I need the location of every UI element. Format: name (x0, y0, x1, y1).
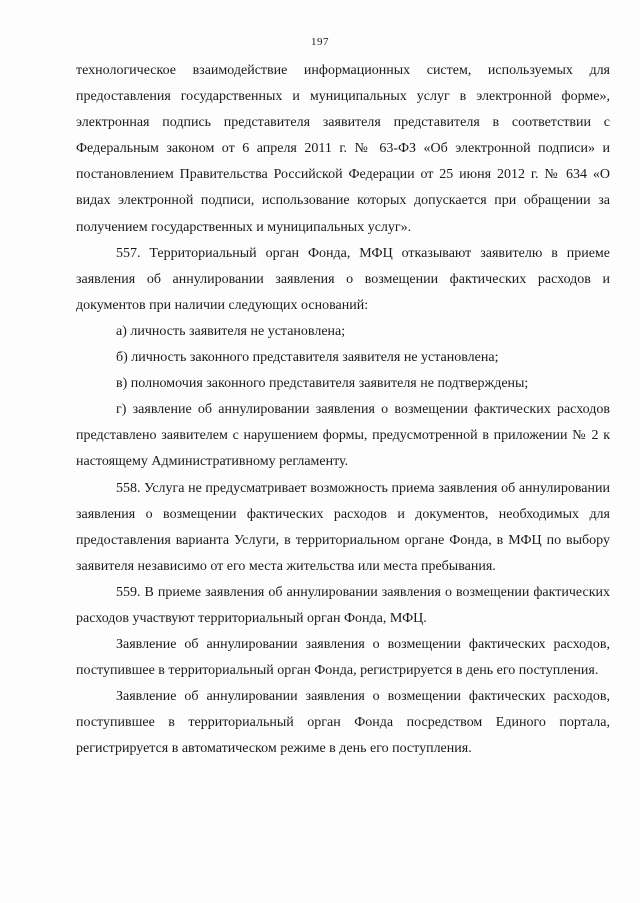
paragraph-559: 559. В приеме заявления об аннулировании заявления о возмещении фактических расходов участвуют территориальный орган Фонда, МФЦ. (76, 584, 610, 626)
list-item-a: а) личность заявителя не установлена; (116, 323, 346, 339)
paragraph-557: 557. Территориальный орган Фонда, МФЦ отказывают заявителю в приеме заявления об аннулировании заявления о возмещении фактических расходов и документов при наличии следующих оснований: (76, 245, 610, 313)
list-item-g: г) заявление об аннулировании заявления о возмещении фактических расходов представлено заявителем с нарушением формы, предусмотренной в приложении № 2 к настоящему Административному регламенту. (76, 402, 610, 470)
list-item-v: в) полномочия законного представителя заявителя не подтверждены; (116, 376, 529, 392)
page-number: 197 (311, 36, 329, 48)
paragraph-558: 558. Услуга не предусматривает возможность приема заявления об аннулировании заявления о возмещении фактических расходов и документов, необходимых для предоставления варианта Услуги, в территориальном органе Фонда, в МФЦ по выбору заявителя независимо от его места жительства или места пребывания. (76, 480, 610, 574)
paragraph-continuation: технологическое взаимодействие информационных систем, используемых для предоставления государственных и муниципальных услуг в электронной форме», электронная подпись представителя заявителя представителя в соответствии с Федеральным законом от 6 апреля 2011 г. № 63-ФЗ «Об электронной подписи» и постановлением Правительства Российской Федерации от 25 июня 2012 г. № 634 «О видах электронной подписи, использование которых допускается при обращении за получением государственных и муниципальных услуг». (76, 63, 610, 235)
list-item-b: б) личность законного представителя заявителя не установлена; (116, 350, 499, 366)
paragraph-registration: Заявление об аннулировании заявления о возмещении фактических расходов, поступившее в территориальный орган Фонда, регистрируется в день его поступления. (76, 637, 610, 679)
paragraph-portal-registration: Заявление об аннулировании заявления о возмещении фактических расходов, поступившее в территориальный орган Фонда посредством Единого портала, регистрируется в автоматическом режиме в день его поступления. (76, 689, 610, 757)
document-body (76, 58, 610, 763)
